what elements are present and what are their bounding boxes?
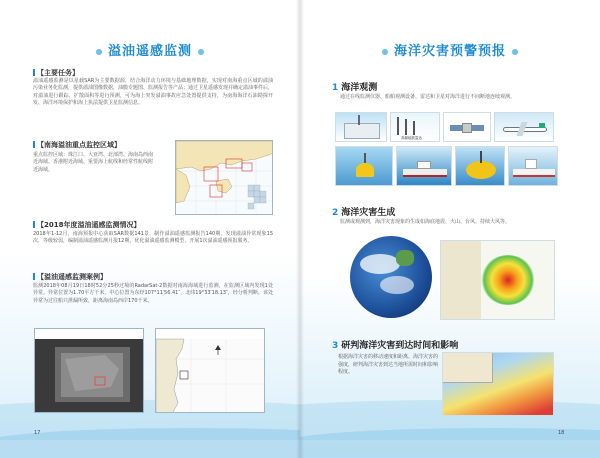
observation-heading: 1 海洋观测 (332, 83, 378, 93)
section-text: 重点监控区域：珠江口、大亚湾、北部湾、海南岛西南近海域、香港附近海域、重要海上航线和经常性航线附近海域。 (33, 152, 154, 173)
photo-research-vessel (508, 146, 558, 186)
impact-heading: 3 研判海洋灾害到达时间和影响 (332, 341, 459, 351)
typhoon-radar-map (440, 240, 555, 320)
photo-aircraft (494, 112, 554, 142)
left-page-number: 17 (34, 430, 41, 436)
photo-buoy-yellow (335, 146, 393, 186)
title-dot-icon (512, 49, 518, 55)
sar-graphic (35, 329, 144, 413)
impact-forecast-map (442, 352, 554, 416)
impact-text: 根据海洋灾害的移动速度和距离、海洋灾害的强度，研判海洋灾害到达当地所需时间和影响程度。 (338, 354, 439, 376)
wave-decoration (0, 428, 300, 458)
sar-image-left (34, 328, 144, 413)
section-text: 溢油遥感监测是以星载SAR为主要数据源，结合海洋动力环境与基础地理数据，实现对南海重点区域的溢油污染业务化监测，提供溢油图像数据，油膜专题图、监测报告等产品；通过卫星遥感发现并确定溢油事件后，对溢油进行跟踪，扩散面积等进行预测，可为海上突发溢油事故应急处置提供支持，为南海海洋石油勘探开发、海洋环境保护和海上执法提供卫星监测信息。 (33, 78, 274, 107)
right-page-title: 海洋灾害预警预报 (300, 40, 600, 59)
section-text: 监测2018年08月19日18时52分25秒过境的RadarSat-2数据对南海海域进行监测，在监测区域内发现1处异常。异常位置为1.70平方千米，中心位置为东经107°11′56.41″，北纬19°33′18.13″，经分析判断，该处异常为过往船只泄漏所致，距离海南岛西岸170千米。 (33, 283, 273, 304)
photo-monitor-station (335, 112, 387, 142)
title-dot-icon (198, 49, 204, 55)
wave-decoration (300, 428, 600, 458)
generation-text: 监测或观测到，海洋灾害现象的生成如海底地震、火山、台风、持续大风等。 (340, 219, 511, 225)
photo-ship (396, 146, 452, 186)
section-heading: 【主要任务】 (33, 68, 79, 78)
earth-satellite-image (350, 236, 432, 318)
generation-heading: 2 海洋灾害生成 (332, 208, 396, 218)
section-heading: 【溢油遥感监测案例】 (33, 272, 107, 282)
section-heading: 【2018年度溢油遥感监测情况】 (33, 220, 140, 230)
monitoring-area-map (175, 140, 273, 215)
section-text: 2018年1-12月，南海预报中心获取SAR数据141景，制作溢油遥感监测报告140期，发现溢油异常现象15次，等级较弱，编制溢油遥感监测月报12期，优化溢油遥感监测模型，开展1次溢油遥感预报服务。 (33, 231, 273, 245)
title-dot-icon (382, 49, 388, 55)
title-dot-icon (96, 49, 102, 55)
left-page-title: 溢油遥感监测 (0, 40, 300, 59)
right-page-number: 18 (558, 430, 565, 436)
section-heading: 【南海溢油重点监控区域】 (33, 140, 121, 150)
photo-satellite (443, 112, 491, 142)
photo-buoy-large (455, 146, 505, 186)
binding-gutter (296, 0, 304, 458)
radar-caption: 高频地波雷达 (401, 136, 422, 140)
observation-text: 通过在线监测仪器、船舶观测设备、雷达和卫星对海洋进行不间断地连续观测。 (340, 94, 516, 100)
sar-location-map (155, 328, 265, 413)
map-graphic (176, 141, 273, 215)
location-map-graphic (156, 329, 265, 413)
photo-radar-antenna (390, 112, 440, 142)
